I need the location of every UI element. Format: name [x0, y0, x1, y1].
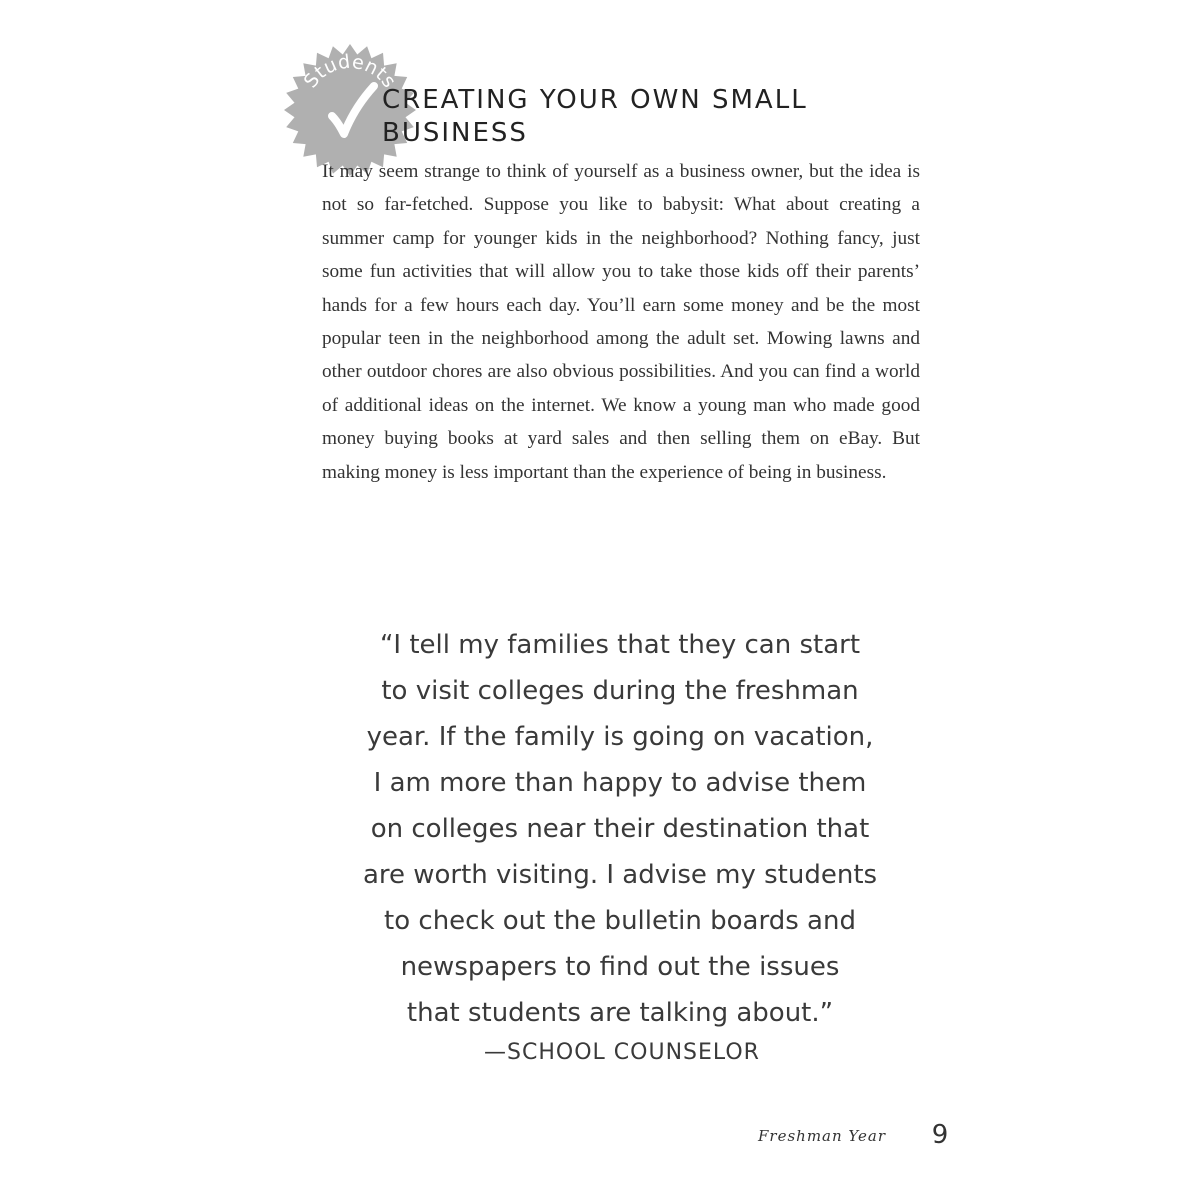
quote-line: on colleges near their destination that [370, 814, 870, 844]
pull-quote [320, 622, 920, 1036]
quote-line: year. If the family is going on vacation, [366, 722, 874, 752]
quote-line: are worth visiting. I advise my students [362, 860, 878, 890]
quote-line: I am more than happy to advise them [373, 768, 867, 798]
body-paragraph: It may seem strange to think of yourself as a business owner, but the idea is not so far-fetched. Suppose you like to babysit: What about creating a summer camp for younger kids in the neighborhood? Nothing fancy, just some fun activities that will allow you to take those kids off their parents’ hands for a few hours each day. You’ll earn some money and be the most popular teen in the neighborhood among the adult set. Mowing lawns and other outdoor chores are also obvious possibilities. And you can find a world of additional ideas on the internet. We know a young man who made good money buying books at yard sales and then selling them on eBay. But making money is less important than the experience of being in business. [322, 161, 920, 483]
quote-line: “I tell my families that they can start [379, 630, 861, 660]
quote-line: to check out the bulletin boards and [384, 906, 856, 936]
quote-attribution: —SCHOOL COUNSELOR [484, 1040, 760, 1065]
quote-line: to visit colleges during the freshman [381, 676, 859, 706]
running-footer-title: Freshman Year [758, 1127, 886, 1145]
section-heading: CREATING YOUR OWN SMALL BUSINESS [382, 85, 808, 148]
quote-line: newspapers to find out the issues [400, 952, 840, 982]
badge-label: Students [299, 50, 401, 93]
page-number: 9 [931, 1120, 949, 1150]
quote-line: that students are talking about.” [406, 998, 834, 1028]
